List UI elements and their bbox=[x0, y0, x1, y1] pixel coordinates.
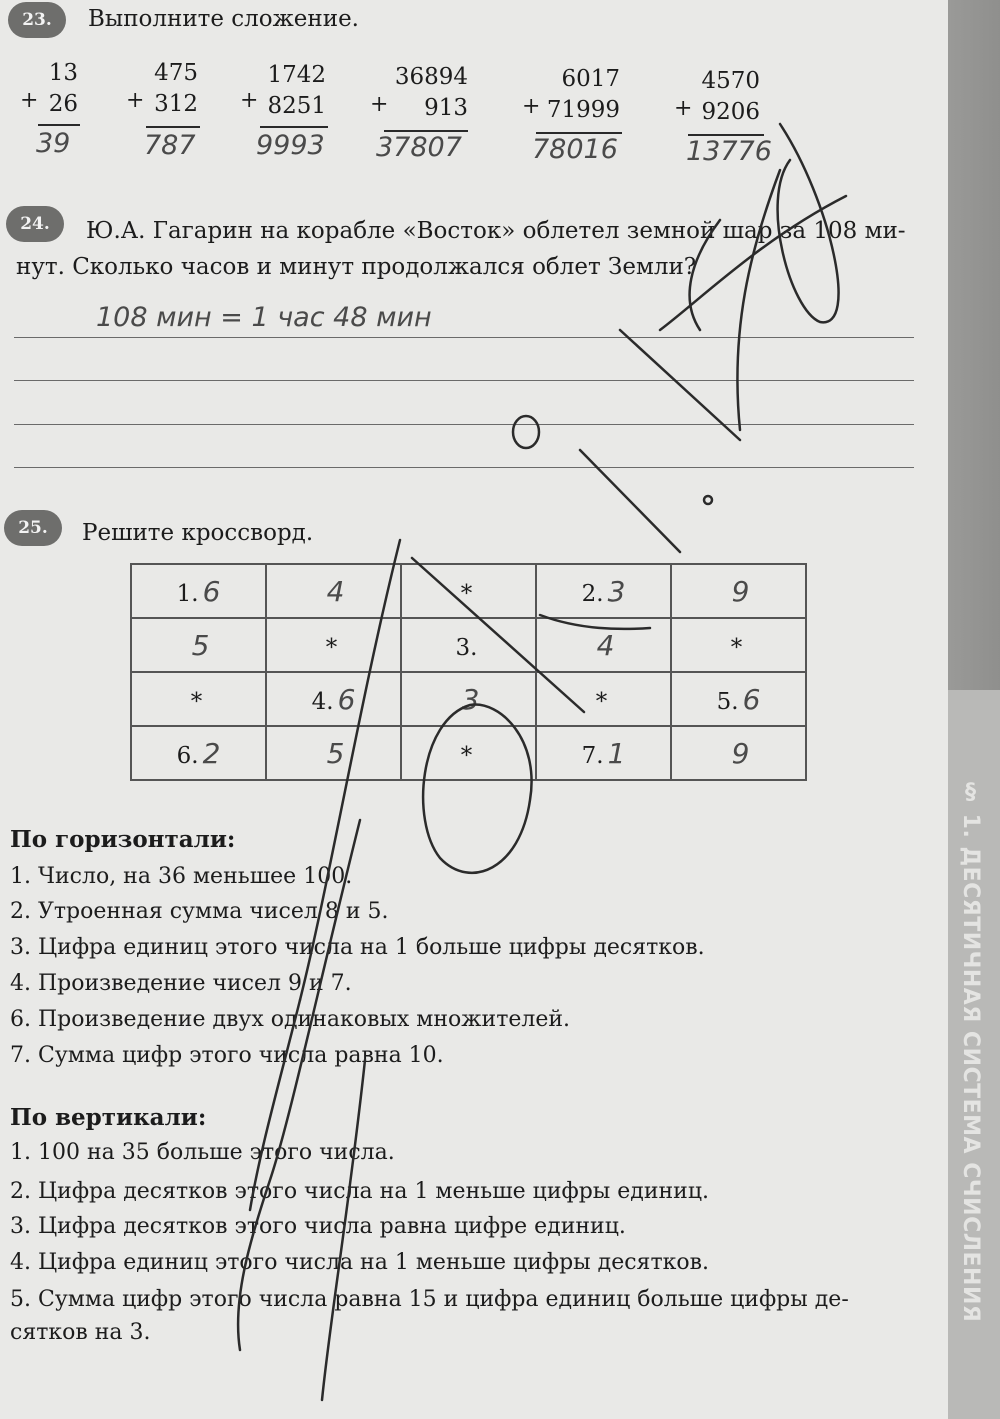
task-24-line-2: нут. Сколько часов и минут продолжался облет Земли? bbox=[16, 254, 697, 280]
crossword-cell: * bbox=[401, 726, 536, 780]
crossword-cell: 2. 3 bbox=[536, 564, 671, 618]
plus-sign: + bbox=[20, 88, 39, 113]
plus-sign: + bbox=[674, 96, 693, 121]
crossword-cell: 5 bbox=[131, 618, 266, 672]
task-25-badge: 25. bbox=[4, 510, 62, 546]
addend-a: 1742 bbox=[267, 62, 326, 88]
handwritten-sum: 39 bbox=[36, 128, 71, 159]
addend-b: 8251 bbox=[267, 93, 326, 119]
crossword-cell: * bbox=[401, 564, 536, 618]
crossword-cell: 7. 1 bbox=[536, 726, 671, 780]
horizontal-clue: 6. Произведение двух одинаковых множителей. bbox=[10, 1007, 571, 1032]
handwritten-sum: 9993 bbox=[256, 130, 325, 161]
horizontal-clue: 2. Утроенная сумма чисел 8 и 5. bbox=[10, 899, 389, 924]
addend-a: 4570 bbox=[701, 68, 760, 94]
horizontal-clue: 1. Число, на 36 меньшее 100. bbox=[10, 864, 353, 889]
crossword-cell: 6. 2 bbox=[131, 726, 266, 780]
crossword-cell: * bbox=[536, 672, 671, 726]
plus-sign: + bbox=[370, 92, 389, 117]
task-24-badge: 24. bbox=[6, 206, 64, 242]
handwritten-sum: 78016 bbox=[532, 134, 618, 165]
task-23-badge: 23. bbox=[8, 2, 66, 38]
crossword-cell: 3. bbox=[401, 618, 536, 672]
chapter-title: § 1. ДЕСЯТИЧНАЯ СИСТЕМА СЧИСЛЕНИЯ bbox=[958, 780, 983, 1323]
addend-b: 26 bbox=[48, 91, 78, 117]
task-23-title: Выполните сложение. bbox=[88, 6, 359, 32]
crossword-cell: 4 bbox=[266, 564, 401, 618]
crossword-cell: 3 bbox=[401, 672, 536, 726]
addend-a: 36894 bbox=[394, 64, 468, 90]
crossword-cell: 4. 6 bbox=[266, 672, 401, 726]
plus-sign: + bbox=[240, 88, 259, 113]
task-25-title: Решите кроссворд. bbox=[82, 520, 314, 546]
vertical-clue: сятков на 3. bbox=[10, 1320, 151, 1345]
vertical-clue: 5. Сумма цифр этого числа равна 15 и цифра единиц больше цифры де- bbox=[10, 1287, 849, 1312]
handwritten-answer: 108 мин = 1 час 48 мин bbox=[96, 302, 432, 333]
horizontal-heading: По горизонтали: bbox=[10, 826, 236, 853]
addend-a: 475 bbox=[154, 60, 198, 86]
horizontal-clue: 7. Сумма цифр этого числа равна 10. bbox=[10, 1043, 444, 1068]
handwritten-sum: 37807 bbox=[376, 132, 462, 163]
task-24-line-1: Ю.А. Гагарин на корабле «Восток» облетел земной шар за 108 ми- bbox=[86, 218, 906, 244]
addend-a: 6017 bbox=[561, 66, 620, 92]
addend-b: 913 bbox=[424, 95, 468, 121]
addend-b: 312 bbox=[154, 91, 198, 117]
crossword-cell: 9 bbox=[671, 564, 806, 618]
addend-b: 9206 bbox=[701, 99, 760, 125]
vertical-heading: По вертикали: bbox=[10, 1104, 207, 1131]
vertical-clue: 3. Цифра десятков этого числа равна цифре единиц. bbox=[10, 1214, 626, 1239]
handwritten-sum: 13776 bbox=[686, 136, 772, 167]
vertical-clue: 1. 100 на 35 больше этого числа. bbox=[10, 1140, 395, 1165]
plus-sign: + bbox=[126, 88, 145, 113]
addend-b: 71999 bbox=[546, 97, 620, 123]
vertical-clue: 2. Цифра десятков этого числа на 1 меньше цифры единиц. bbox=[10, 1179, 709, 1204]
vertical-clue: 4. Цифра единиц этого числа на 1 меньше цифры десятков. bbox=[10, 1250, 709, 1275]
crossword-cell: * bbox=[266, 618, 401, 672]
plus-sign: + bbox=[522, 94, 541, 119]
crossword-cell: 1. 6 bbox=[131, 564, 266, 618]
crossword-cell: * bbox=[131, 672, 266, 726]
addend-a: 13 bbox=[48, 60, 78, 86]
crossword-cell: 9 bbox=[671, 726, 806, 780]
horizontal-clue: 3. Цифра единиц этого числа на 1 больше цифры десятков. bbox=[10, 935, 705, 960]
crossword-cell: 4 bbox=[536, 618, 671, 672]
handwritten-sum: 787 bbox=[144, 130, 196, 161]
crossword-cell: 5. 6 bbox=[671, 672, 806, 726]
crossword-cell: * bbox=[671, 618, 806, 672]
crossword-cell: 5 bbox=[266, 726, 401, 780]
horizontal-clue: 4. Произведение чисел 9 и 7. bbox=[10, 971, 352, 996]
